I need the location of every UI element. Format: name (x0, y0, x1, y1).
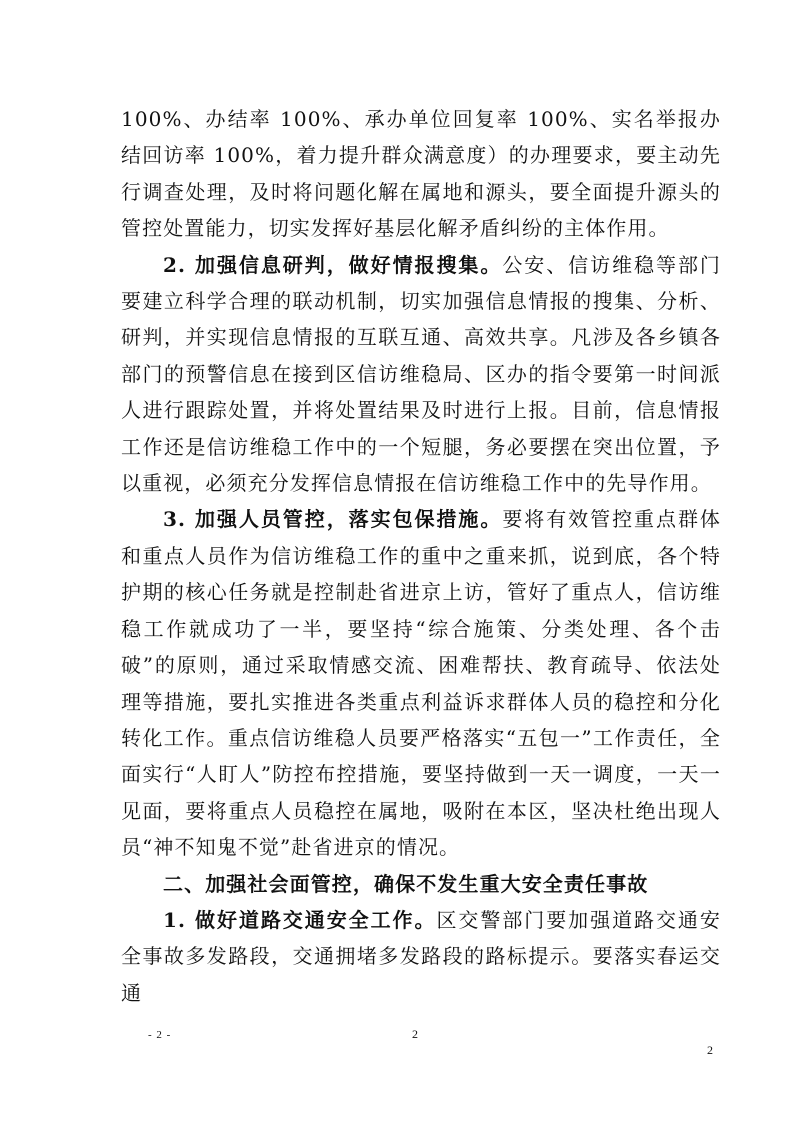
section-heading: 二、加强社会面管控，确保不发生重大安全责任事故 (163, 871, 649, 896)
footer-page-number-right: 2 (707, 1043, 713, 1057)
paragraph-info-analysis (121, 247, 721, 502)
paragraph-text: 公安、信访维稳等部门要建立科学合理的联动机制，切实加强信息情报的搜集、分析、研判，并实现信息情报的互联互通、高效共享。凡涉及各乡镇各部门的预警信息在接到区信访维稳局、区办的指令要第一时间派人进行跟踪处置，并将处置结果及时进行上报。目前，信息情报工作还是信访维稳工作中的一个短腿，务必要摆在突出位置，予以重视，必须充分发挥信息情报在信访维稳工作中的先导作用。 (121, 252, 721, 496)
footer-page-label: - 2 - (148, 1029, 172, 1041)
document-body (121, 101, 721, 1011)
paragraph-text: 要将有效管控重点群体和重点人员作为信访维稳工作的重中之重来抓，说到底，各个特护期的核心任务就是控制赴省进京上访，管好了重点人，信访维稳工作就成功了一半，要坚持“综合施策、分类处理、各个击破”的原则，通过采取情感交流、困难帮扶、教育疏导、依法处理等措施，要扎实推进各类重点利益诉求群体人员的稳控和分化转化工作。重点信访维稳人员要严格落实“五包一”工作责任，全面实行“人盯人”防控布控措施，要坚持做到一天一调度，一天一见面，要将重点人员稳控在属地，吸附在本区，坚决杜绝出现人员“神不知鬼不觉”赴省进京的情况。 (121, 507, 721, 860)
footer-page-number: 2 (412, 1027, 418, 1041)
paragraph-lead: 3. 加强人员管控，落实包保措施。 (163, 507, 503, 532)
paragraph-text: 区交警部门要加强道路交通安全事故多发路段，交通拥堵多发路段的路标提示。要落实春运交通 (121, 907, 721, 1005)
paragraph-lead: 1. 做好道路交通安全工作。 (163, 907, 437, 932)
paragraph-personnel-control (121, 501, 721, 865)
paragraph-traffic-safety (121, 902, 721, 1011)
paragraph-lead: 2. 加强信息研判，做好情报搜集。 (163, 252, 503, 277)
paragraph-text: 100%、办结率 100%、承办单位回复率 100%、实名举报办结回访率 100%，着力提升群众满意度）的办理要求，要主动先行调查处理，及时将问题化解在属地和源头，要全面提升源头的管控处置能力，切实发挥好基层化解矛盾纠纷的主体作用。 (121, 107, 721, 241)
paragraph-continuation (121, 101, 721, 247)
